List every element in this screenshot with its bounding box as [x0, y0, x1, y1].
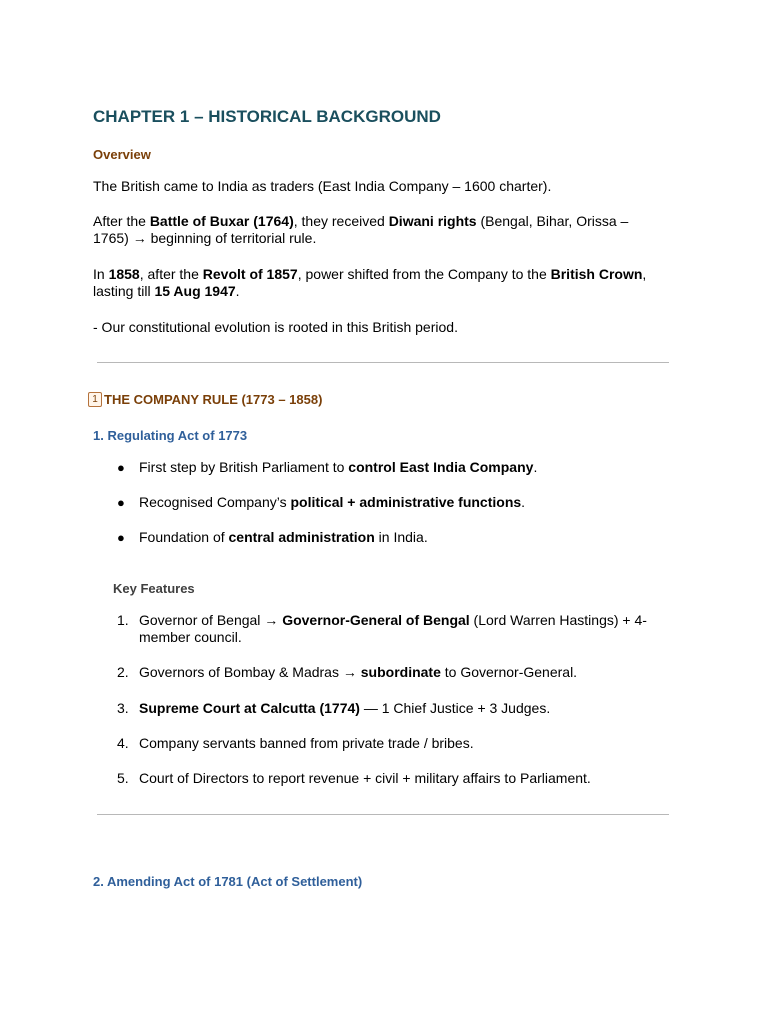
numbered-list-item: Governor of Bengal → Governor-General of Bengal (Lord Warren Hastings) + 4-member council.	[139, 612, 647, 645]
key-features-heading: Key Features	[113, 581, 195, 596]
act-heading-regulating-act: 1. Regulating Act of 1773	[93, 428, 248, 443]
chapter-title: CHAPTER 1 – HISTORICAL BACKGROUND	[93, 107, 441, 126]
list-number: 3.	[117, 700, 129, 716]
bullet-icon: ●	[117, 530, 125, 545]
overview-paragraph-1: The British came to India as traders (East India Company – 1600 charter).	[93, 178, 552, 194]
section-title: THE COMPANY RULE (1773 – 1858)	[104, 392, 323, 407]
list-item: Foundation of central administration in India.	[139, 529, 428, 545]
overview-heading: Overview	[93, 147, 151, 162]
keycap-number-icon: 1	[88, 392, 102, 407]
list-number: 4.	[117, 735, 129, 751]
numbered-list-item: Court of Directors to report revenue + civil + military affairs to Parliament.	[139, 770, 591, 786]
overview-paragraph-3: In 1858, after the Revolt of 1857, power shifted from the Company to the British Crown, lasting till 15 Aug 1947.	[93, 266, 647, 299]
bullet-icon: ●	[117, 460, 125, 475]
list-item: First step by British Parliament to control East India Company.	[139, 459, 538, 475]
list-number: 1.	[117, 612, 129, 628]
numbered-list-item: Governors of Bombay & Madras → subordinate to Governor-General.	[139, 664, 578, 680]
section-heading-company-rule	[88, 391, 322, 408]
list-item: Recognised Company’s political + administrative functions.	[139, 494, 526, 510]
divider	[97, 814, 669, 815]
bullet-icon: ●	[117, 495, 125, 510]
overview-paragraph-2: After the Battle of Buxar (1764), they received Diwani rights (Bengal, Bihar, Orissa – 1765) → beginning of territorial rule.	[93, 213, 629, 246]
list-number: 2.	[117, 664, 129, 680]
divider	[97, 362, 669, 363]
numbered-list-item: Company servants banned from private trade / bribes.	[139, 735, 474, 751]
overview-paragraph-4: - Our constitutional evolution is rooted in this British period.	[93, 319, 458, 335]
list-number: 5.	[117, 770, 129, 786]
act-heading-amending-act: 2. Amending Act of 1781 (Act of Settlement)	[93, 874, 363, 889]
numbered-list-item: Supreme Court at Calcutta (1774) — 1 Chief Justice + 3 Judges.	[139, 700, 551, 716]
